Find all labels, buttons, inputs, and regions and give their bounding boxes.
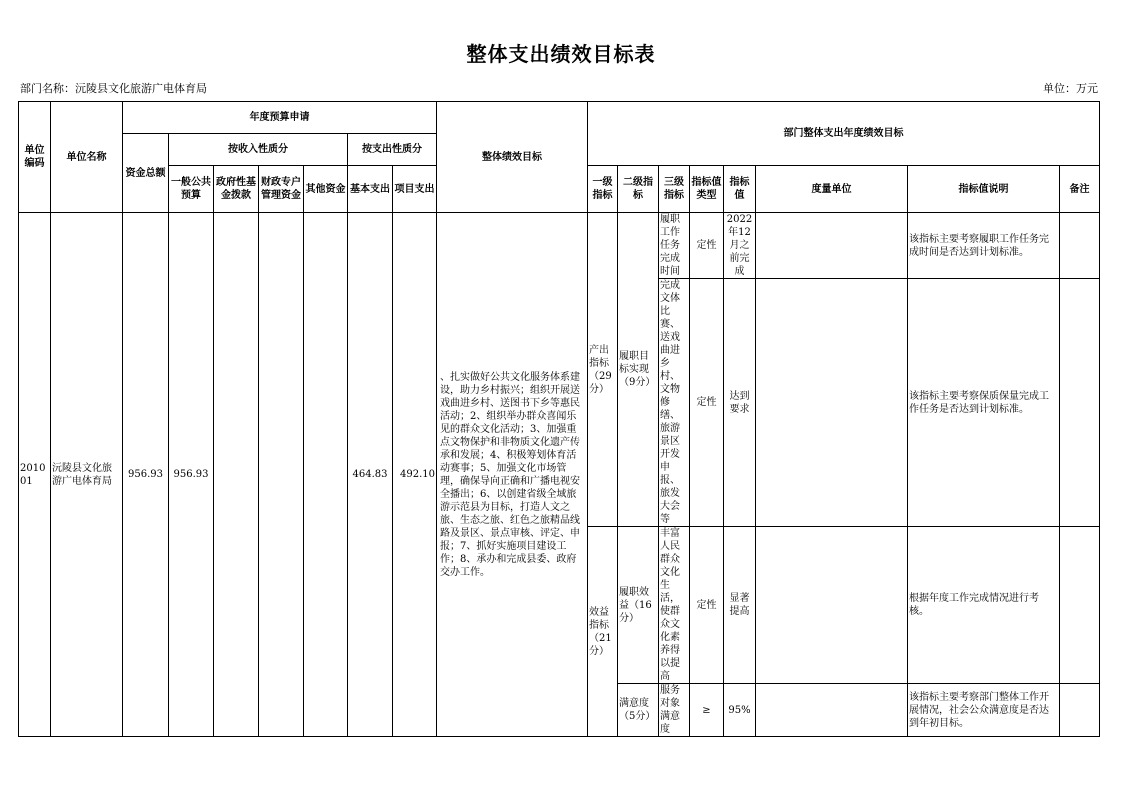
cell-unit-code: 201001	[19, 213, 51, 737]
header-level3: 三级指标	[659, 166, 690, 213]
cell-value-3: 显著提高	[724, 527, 756, 684]
cell-gov-fund	[214, 213, 259, 737]
header-other-funds: 其他资金	[304, 166, 348, 213]
header-value: 指标值	[724, 166, 756, 213]
cell-desc-3: 根据年度工作完成情况进行考核。	[908, 527, 1060, 684]
header-by-income: 按收入性质分	[169, 134, 348, 166]
header-value-type: 指标值类型	[690, 166, 724, 213]
header-annual-budget: 年度预算申请	[123, 102, 437, 134]
cell-measure-2	[756, 279, 908, 527]
header-by-expense: 按支出性质分	[348, 134, 437, 166]
header-total-funds: 资金总额	[123, 134, 169, 213]
cell-value-4: 95%	[724, 684, 756, 737]
cell-output-l1: 产出指标（29分）	[588, 213, 618, 527]
header-fiscal-special: 财政专户管理资金	[259, 166, 304, 213]
page-title: 整体支出绩效目标表	[466, 42, 656, 66]
cell-total-funds: 956.93	[123, 213, 169, 737]
header-value-desc: 指标值说明	[908, 166, 1060, 213]
header-gov-fund: 政府性基金拨款	[214, 166, 259, 213]
header-remarks: 备注	[1060, 166, 1100, 213]
cell-l3-2: 完成文体比赛、送戏曲进乡村、文物修缮、旅游景区开发申报、旅发大会等	[659, 279, 690, 527]
cell-other-funds	[304, 213, 348, 737]
cell-value-1: 2022年12月之前完成	[724, 213, 756, 279]
cell-measure-1	[756, 213, 908, 279]
cell-overall-goal: 、扎实做好公共文化服务体系建设，助力乡村振兴；组织开展送戏曲进乡村、送图书下乡等惠民活动；2、组织举办群众喜闻乐见的群众文化活动；3、加强重点文物保护和非物质文化遗产传承和发展；4、积极筹划体育活动赛事；5、加强文化市场管理，确保导向正确和广播电视安全播出；6、以创建省级全域旅游示范县为目标，打造人文之旅、生态之旅、红色之旅精品线路及景区、景点审核、评定、申报；7、抓好实施项目建设工作；8、承办和完成县委、政府交办工作。	[437, 213, 588, 737]
header-basic-expense: 基本支出	[348, 166, 393, 213]
header-level1: 一级指标	[588, 166, 618, 213]
header-unit-name: 单位名称	[51, 102, 123, 213]
cell-type-4: ≥	[690, 684, 724, 737]
cell-desc-4: 该指标主要考察部门整体工作开展情况，社会公众满意度是否达到年初目标。	[908, 684, 1060, 737]
cell-project-expense: 492.10	[393, 213, 437, 737]
cell-satisfaction-l2: 满意度（5分）	[618, 684, 659, 737]
currency-unit: 单位：万元	[1043, 82, 1098, 95]
cell-desc-2: 该指标主要考察保质保量完成工作任务是否达到计划标准。	[908, 279, 1060, 527]
cell-desc-1: 该指标主要考察履职工作任务完成时间是否达到计划标准。	[908, 213, 1060, 279]
cell-l3-1: 履职工作任务完成时间	[659, 213, 690, 279]
cell-benefit-l1: 效益指标（21分）	[588, 527, 618, 737]
cell-output-l2: 履职目标实现（9分）	[618, 213, 659, 527]
cell-value-2: 达到要求	[724, 279, 756, 527]
cell-type-1: 定性	[690, 213, 724, 279]
header-overall-goal: 整体绩效目标	[437, 102, 588, 213]
department-name: 部门名称：沅陵县文化旅游广电体育局	[20, 82, 207, 95]
cell-type-3: 定性	[690, 527, 724, 684]
cell-remark-2	[1060, 279, 1100, 527]
header-dept-goal: 部门整体支出年度绩效目标	[588, 102, 1100, 166]
cell-benefit-l2: 履职效益（16分）	[618, 527, 659, 684]
cell-l3-4: 服务对象满意度	[659, 684, 690, 737]
cell-unit-name: 沅陵县文化旅游广电体育局	[51, 213, 123, 737]
cell-fiscal-special	[259, 213, 304, 737]
cell-l3-3: 丰富人民群众文化生活，使群众文化素养得以提高	[659, 527, 690, 684]
cell-remark-4	[1060, 684, 1100, 737]
cell-type-2: 定性	[690, 279, 724, 527]
header-measure-unit: 度量单位	[756, 166, 908, 213]
header-unit-code: 单位编码	[19, 102, 51, 213]
cell-measure-4	[756, 684, 908, 737]
performance-target-table	[18, 101, 1100, 737]
header-general-budget: 一般公共预算	[169, 166, 214, 213]
cell-general-budget: 956.93	[169, 213, 214, 737]
cell-remark-1	[1060, 213, 1100, 279]
cell-basic-expense: 464.83	[348, 213, 393, 737]
cell-measure-3	[756, 527, 908, 684]
cell-remark-3	[1060, 527, 1100, 684]
header-level2: 二级指标	[618, 166, 659, 213]
header-project-expense: 项目支出	[393, 166, 437, 213]
